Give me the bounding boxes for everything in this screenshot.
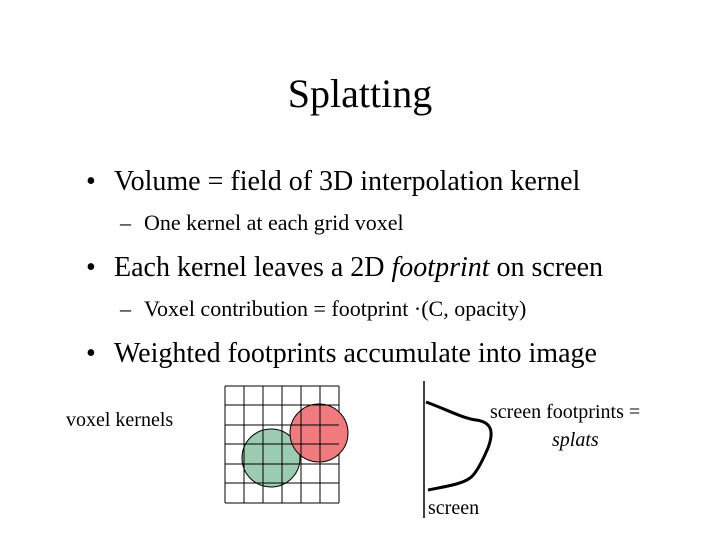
bullet-glyph: • bbox=[86, 166, 96, 197]
bullet-2-text-after: on screen bbox=[489, 252, 604, 283]
voxel-kernels-label: voxel kernels bbox=[66, 409, 174, 431]
screen-footprints-label: screen footprints = bbox=[490, 401, 641, 423]
dash-glyph: – bbox=[120, 296, 131, 321]
red-kernel bbox=[290, 404, 348, 462]
bullet-2-emphasis: footprint bbox=[391, 252, 490, 283]
dash-glyph: – bbox=[120, 210, 131, 235]
splats-label: splats bbox=[552, 429, 599, 451]
voxel-grid-overlay bbox=[225, 386, 339, 503]
sub-bullet-2-text: Voxel contribution = footprint ·(C, opacity) bbox=[144, 296, 527, 321]
bullet-3-text: Weighted footprints accumulate into image bbox=[114, 338, 597, 369]
bullet-1-text: Volume = field of 3D interpolation kernel bbox=[114, 166, 581, 197]
bullet-2-text-before: Each kernel leaves a 2D bbox=[114, 252, 392, 283]
footprint-curve bbox=[426, 402, 491, 490]
bullet-glyph: • bbox=[86, 338, 96, 369]
screen-label: screen bbox=[428, 497, 480, 519]
sub-bullet-1-text: One kernel at each grid voxel bbox=[144, 210, 404, 235]
bullet-glyph: • bbox=[86, 252, 96, 283]
slide-title: Splatting bbox=[287, 71, 433, 116]
